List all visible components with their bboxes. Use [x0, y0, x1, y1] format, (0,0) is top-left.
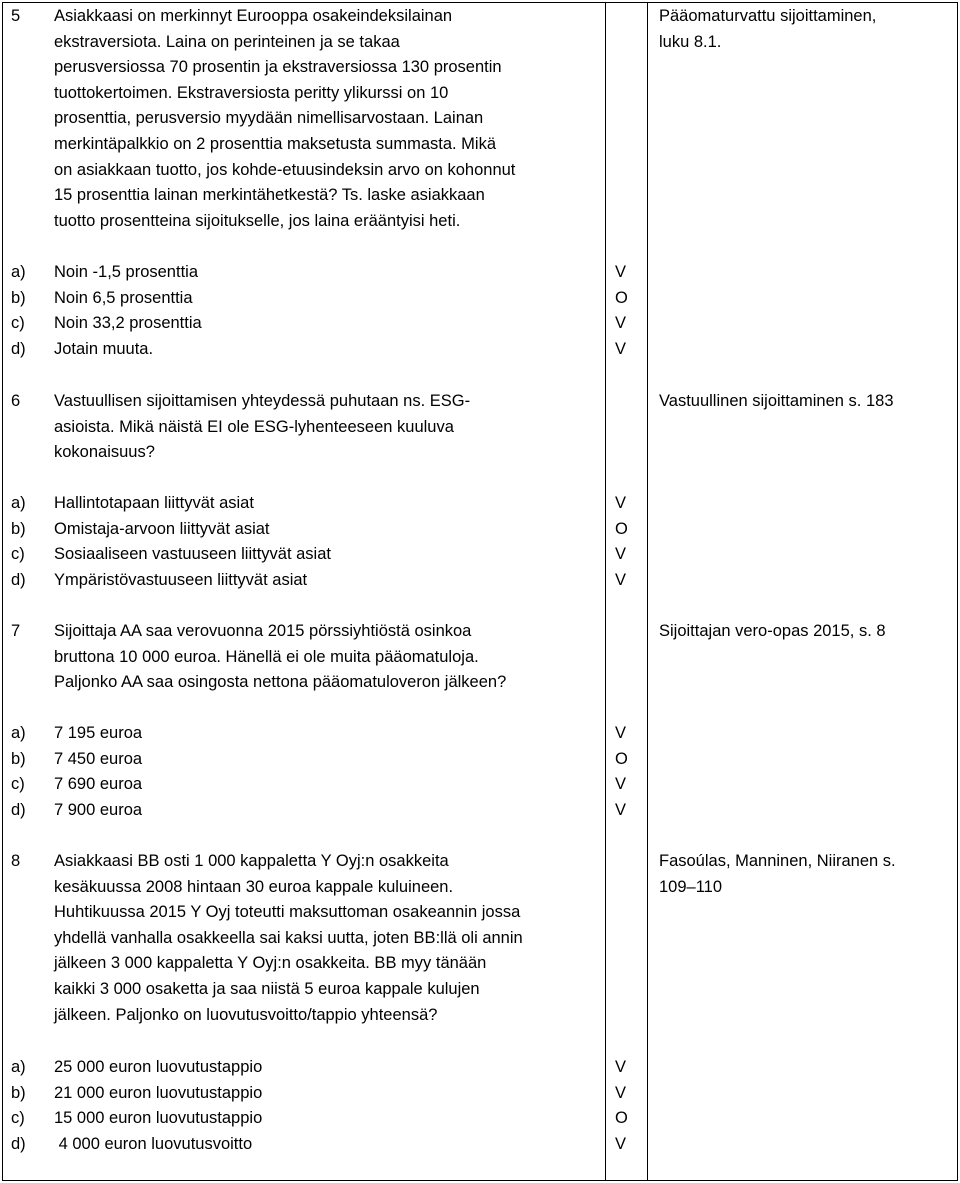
- option-letter: a): [11, 1058, 26, 1076]
- option-letter: a): [11, 724, 26, 742]
- option-text: 7 900 euroa: [54, 800, 143, 819]
- source-line: Pääomaturvattu sijoittaminen,: [659, 7, 877, 25]
- question-line: on asiakkaan tuotto, jos kohde-etuusindeksin arvo on kohonnut: [54, 160, 516, 179]
- option-text: 4 000 euron luovutusvoitto: [54, 1134, 253, 1153]
- option-mark: V: [615, 339, 627, 358]
- option-text: 15 000 euron luovutustappio: [54, 1109, 263, 1128]
- source-line: luku 8.1.: [659, 32, 722, 51]
- table-border-bottom: [2, 1180, 958, 1181]
- question-line: perusversiossa 70 prosentin ja ekstraversiossa 130 prosentin: [54, 58, 502, 77]
- question-text: [54, 619, 599, 696]
- question-line: Sijoittaja AA saa verovuonna 2015 pörssiyhtiöstä osinkoa: [54, 622, 472, 640]
- source-line: Vastuullinen sijoittaminen s. 183: [659, 392, 894, 410]
- question-line: jälkeen 3 000 kappaletta Y Oyj:n osakkeita. BB myy tänään: [54, 954, 487, 973]
- option-mark: O: [615, 749, 628, 768]
- answer-option: [0, 337, 960, 363]
- answer-option: [0, 747, 960, 773]
- option-mark: V: [615, 545, 627, 564]
- question-number: 5: [11, 7, 21, 25]
- option-mark: V: [615, 570, 627, 589]
- source-reference: [659, 619, 954, 645]
- question-line: asioista. Mikä näistä EI ole ESG-lyhenteeseen kuuluva: [54, 417, 454, 436]
- question-line: prosenttia, perusversio myydään nimellisarvostaan. Lainan: [54, 109, 484, 128]
- answer-option: [0, 1055, 960, 1081]
- question-line: tuottokertoimen. Ekstraversiosta peritty ylikurssi on 10: [54, 83, 449, 102]
- question-number: 6: [11, 392, 21, 410]
- option-letter: d): [11, 339, 26, 358]
- question-line: kaikki 3 000 osaketta ja saa niistä 5 euroa kappale kulujen: [54, 979, 480, 998]
- answer-option: [0, 542, 960, 568]
- option-text: 7 450 euroa: [54, 749, 143, 768]
- option-mark: V: [615, 494, 627, 512]
- question-line: Huhtikuussa 2015 Y Oyj toteutti maksuttoman osakeannin jossa: [54, 903, 521, 922]
- answer-option: [0, 286, 960, 312]
- question-line: kesäkuussa 2008 hintaan 30 euroa kappale kuluineen.: [54, 877, 454, 896]
- option-letter: a): [11, 494, 26, 512]
- question-line: Paljonko AA saa osingosta nettona pääomatuloveron jälkeen?: [54, 673, 507, 692]
- question-line: merkintäpalkkio on 2 prosenttia maksetusta summasta. Mikä: [54, 134, 497, 153]
- option-letter: c): [11, 775, 25, 794]
- option-mark: O: [615, 519, 628, 538]
- source-line: 109–110: [659, 877, 723, 896]
- question-line: kokonaisuus?: [54, 443, 155, 462]
- source-reference: [659, 4, 954, 55]
- option-text: 7 690 euroa: [54, 775, 143, 794]
- question-line: ekstraversiota. Laina on perinteinen ja se takaa: [54, 32, 400, 51]
- option-letter: b): [11, 749, 26, 768]
- option-mark: V: [615, 1083, 627, 1102]
- option-letter: c): [11, 1109, 25, 1128]
- source-reference: [659, 849, 954, 900]
- option-letter: d): [11, 570, 26, 589]
- option-mark: O: [615, 1109, 628, 1128]
- option-mark: V: [615, 724, 627, 742]
- option-text: Sosiaaliseen vastuuseen liittyvät asiat: [54, 545, 331, 564]
- question-line: yhdellä vanhalla osakkeella sai kaksi uutta, joten BB:llä oli annin: [54, 928, 523, 947]
- question-text: [54, 849, 599, 1028]
- question-line: jälkeen. Paljonko on luovutusvoitto/tappio yhteensä?: [54, 1005, 438, 1024]
- option-text: Hallintotapaan liittyvät asiat: [54, 494, 254, 512]
- option-mark: V: [615, 1058, 627, 1076]
- option-letter: b): [11, 1083, 26, 1102]
- source-line: Sijoittajan vero-opas 2015, s. 8: [659, 622, 886, 640]
- source-reference: [659, 389, 954, 415]
- question-line: 15 prosenttia lainan merkintähetkestä? Ts. laske asiakkaan: [54, 186, 485, 205]
- option-mark: V: [615, 1134, 627, 1153]
- answer-option: [0, 1106, 960, 1132]
- answer-option: [0, 517, 960, 543]
- answer-option: [0, 1081, 960, 1107]
- option-mark: O: [615, 288, 628, 307]
- option-letter: d): [11, 1134, 26, 1153]
- table-border-top: [2, 2, 958, 3]
- option-mark: V: [615, 314, 627, 333]
- option-letter: d): [11, 800, 26, 819]
- answer-option: [0, 311, 960, 337]
- question-line: Asiakkaasi on merkinnyt Eurooppa osakeindeksilainan: [54, 7, 453, 25]
- option-letter: b): [11, 519, 26, 538]
- question-line: Asiakkaasi BB osti 1 000 kappaletta Y Oyj:n osakkeita: [54, 852, 449, 870]
- answer-option: [0, 491, 960, 517]
- option-text: Noin 6,5 prosenttia: [54, 288, 193, 307]
- option-text: 7 195 euroa: [54, 724, 143, 742]
- option-text: Ympäristövastuuseen liittyvät asiat: [54, 570, 308, 589]
- option-text: Jotain muuta.: [54, 339, 154, 358]
- option-text: 21 000 euron luovutustappio: [54, 1083, 263, 1102]
- option-text: Noin -1,5 prosenttia: [54, 263, 198, 281]
- option-letter: c): [11, 545, 25, 564]
- option-mark: V: [615, 800, 627, 819]
- question-line: Vastuullisen sijoittamisen yhteydessä puhutaan ns. ESG-: [54, 392, 471, 410]
- option-letter: b): [11, 288, 26, 307]
- question-line: bruttona 10 000 euroa. Hänellä ei ole muita pääomatuloja.: [54, 647, 479, 666]
- option-text: 25 000 euron luovutustappio: [54, 1058, 263, 1076]
- question-line: tuotto prosentteina sijoitukselle, jos laina erääntyisi heti.: [54, 211, 461, 230]
- option-mark: V: [615, 775, 627, 794]
- source-line: Fasoúlas, Manninen, Niiranen s.: [659, 852, 896, 870]
- question-number: 8: [11, 852, 21, 870]
- option-mark: V: [615, 263, 627, 281]
- answer-option: [0, 260, 960, 286]
- question-text: [54, 4, 599, 234]
- option-text: Noin 33,2 prosenttia: [54, 314, 202, 333]
- option-text: Omistaja-arvoon liittyvät asiat: [54, 519, 270, 538]
- answer-option: [0, 772, 960, 798]
- option-letter: a): [11, 263, 26, 281]
- question-text: [54, 389, 599, 466]
- answer-option: [0, 568, 960, 594]
- question-number: 7: [11, 622, 21, 640]
- answer-option: [0, 798, 960, 824]
- answer-option: [0, 1132, 960, 1158]
- option-letter: c): [11, 314, 25, 333]
- answer-option: [0, 721, 960, 747]
